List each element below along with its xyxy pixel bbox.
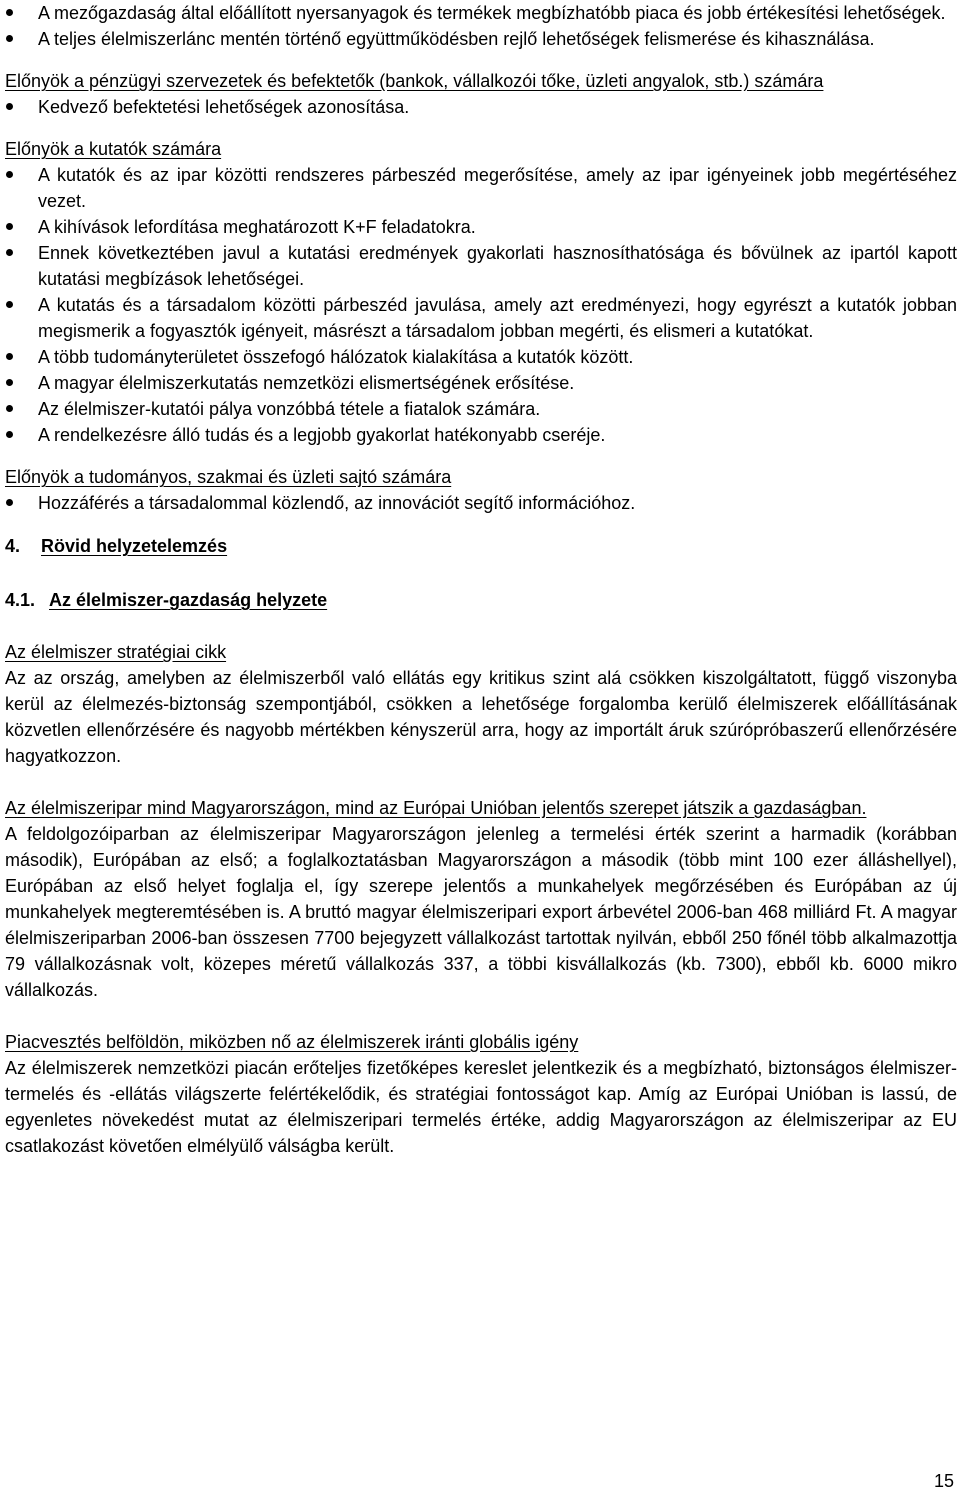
section-4-title: Rövid helyzetelemzés xyxy=(41,536,228,556)
press-heading: Előnyök a tudományos, szakmai és üzleti sajtó számára xyxy=(5,467,452,487)
list-item: Az élelmiszer-kutatói pálya vonzóbbá tétele a fiatalok számára. xyxy=(5,396,957,422)
market-heading: Piacvesztés belföldön, miközben nő az élelmiszerek iránti globális igény xyxy=(5,1032,579,1052)
industry-heading: Az élelmiszeripar mind Magyarországon, mind az Európai Unióban jelentős szerepet játszik a gazdaságban. xyxy=(5,798,867,818)
list-item: A kutatók és az ipar közötti rendszeres párbeszéd megerősítése, amely az ipar igényeinek jobb megértéséhez vezet. xyxy=(5,162,957,214)
list-item: Hozzáférés a társadalommal közlendő, az innovációt segítő információhoz. xyxy=(5,490,957,516)
strategic-heading: Az élelmiszer stratégiai cikk xyxy=(5,642,227,662)
researchers-heading: Előnyök a kutatók számára xyxy=(5,139,222,159)
document-page xyxy=(5,0,957,1159)
investors-bullet-list xyxy=(5,94,957,120)
press-bullet-list xyxy=(5,490,957,516)
investors-heading: Előnyök a pénzügyi szervezetek és befektetők (bankok, vállalkozói tőke, üzleti angyalok, stb.) számára xyxy=(5,71,824,91)
list-item: A több tudományterületet összefogó hálózatok kialakítása a kutatók között. xyxy=(5,344,957,370)
industry-paragraph: A feldolgozóiparban az élelmiszeripar Magyarországon jelenleg a termelési érték szerint a harmadik (korábban második), Európában az első; a foglalkoztatásban Magyarországon a második (több mint 100 ezer álláshellyel), Európában az első helyet foglalja el, így szerepe jelentős a munkahelyek megőrzésében és Európában az új munkahelyek megteremtésében is. A bruttó magyar élelmiszeripari export árbevétel 2006-ban 468 milliárd Ft. A magyar élelmiszeriparban 2006-ban összesen 7700 bejegyzett vállalkozást tartottak nyilván, ebből 250 főnél több alkalmazottja 79 vállalkozásnak volt, közepes méretű vállalkozás 337, a többi kisvállalkozás (kb. 7300), ebből kb. 6000 mikro vállalkozás. xyxy=(5,824,957,1000)
list-item: Kedvező befektetési lehetőségek azonosítása. xyxy=(5,94,957,120)
intro-bullet-list xyxy=(5,0,957,52)
section-4-number: 4. xyxy=(5,536,21,556)
list-item: Ennek következtében javul a kutatási eredmények gyakorlati hasznosíthatósága és bővülnek az ipartól kapott kutatási megbízások lehetőségei. xyxy=(5,240,957,292)
market-paragraph: Az élelmiszerek nemzetközi piacán erőteljes fizetőképes kereslet jelentkezik és a megbízható, biztonságos élelmiszer-termelés és -ellátás világszerte felértékelődik, és stratégiai fontosságot kap. Amíg az Európai Unióban is lassú, de egyenletes növekedést mutat az élelmiszeripari termelés értéke, addig Magyarországon az élelmiszeripar az EU csatlakozást követően elmélyülő válságba került. xyxy=(5,1058,957,1156)
section-4-1-number: 4.1. xyxy=(5,590,36,610)
page-number: 15 xyxy=(933,1471,954,1491)
section-4-1-title: Az élelmiszer-gazdaság helyzete xyxy=(49,590,328,610)
list-item: A kihívások lefordítása meghatározott K+F feladatokra. xyxy=(5,214,957,240)
list-item: A kutatás és a társadalom közötti párbeszéd javulása, amely azt eredményezi, hogy egyrészt a kutatók jobban megismerik a fogyasztók igényeit, másrészt a társadalom jobban megérti, és elismeri a kutatókat. xyxy=(5,292,957,344)
strategic-paragraph: Az az ország, amelyben az élelmiszerből való ellátás egy kritikus szint alá csökken kiszolgáltatott, függő viszonyba kerül az élelmezés-biztonság szempontjából, csökken a lehetősége forgalomba kerülő élelmiszerek előállításának közvetlen ellenőrzésére és nagyobb mértékben kényszerül arra, hogy az importált áruk szúrópróbaszerű ellenőrzésére hagyatkozzon. xyxy=(5,668,957,766)
list-item: A teljes élelmiszerlánc mentén történő együttműködésben rejlő lehetőségek felismerése és kihasználása. xyxy=(5,26,957,52)
researchers-bullet-list xyxy=(5,162,957,448)
section-4-1-heading xyxy=(5,587,957,613)
section-4-heading xyxy=(5,533,227,559)
list-item: A mezőgazdaság által előállított nyersanyagok és termékek megbízhatóbb piaca és jobb értékesítési lehetőségek. xyxy=(5,0,957,26)
list-item: A rendelkezésre álló tudás és a legjobb gyakorlat hatékonyabb cseréje. xyxy=(5,422,957,448)
list-item: A magyar élelmiszerkutatás nemzetközi elismertségének erősítése. xyxy=(5,370,957,396)
